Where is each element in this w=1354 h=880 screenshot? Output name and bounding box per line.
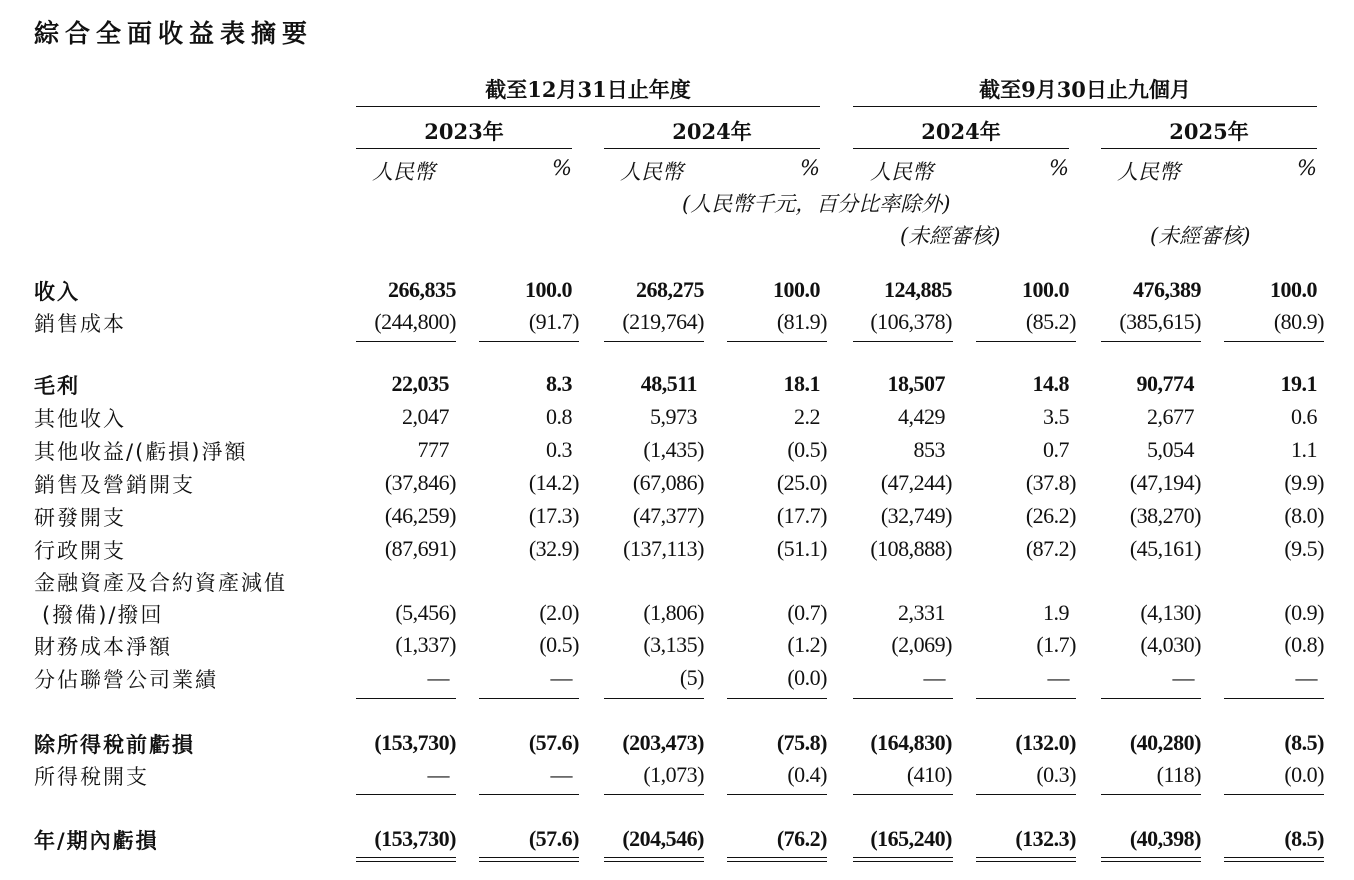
row-label: 銷售及營銷開支 xyxy=(34,473,195,497)
total-double-rule xyxy=(727,857,827,862)
row-label: 其他收益/(虧損)淨額 xyxy=(34,440,248,464)
row-label: 銷售成本 xyxy=(34,312,126,336)
table-cell: 5,973 xyxy=(650,404,697,429)
subtotal-rule xyxy=(1101,698,1201,699)
table-cell: (75.8) xyxy=(776,730,827,755)
percent-label: % xyxy=(552,156,572,180)
table-cell: (85.2) xyxy=(1025,309,1076,334)
currency-label: 人民幣 xyxy=(620,160,683,184)
percent-label: % xyxy=(800,156,820,180)
currency-label: 人民幣 xyxy=(870,160,933,184)
total-double-rule xyxy=(604,857,704,862)
subtotal-rule xyxy=(1101,794,1201,795)
year-header-2024-b-rule xyxy=(853,148,1069,149)
total-double-rule xyxy=(479,857,579,862)
table-cell: 100.0 xyxy=(525,277,572,302)
table-cell: (37,846) xyxy=(384,470,456,495)
subtotal-rule xyxy=(1224,341,1324,342)
table-cell: (4,130) xyxy=(1140,600,1201,625)
table-cell: 476,389 xyxy=(1133,277,1201,302)
table-cell: (0.3) xyxy=(1036,762,1076,787)
table-cell: (46,259) xyxy=(384,503,456,528)
table-cell: 18,507 xyxy=(887,371,945,396)
table-cell: (132.0) xyxy=(1015,730,1076,755)
table-cell: 19.1 xyxy=(1280,371,1317,396)
subtotal-rule xyxy=(853,698,953,699)
subtotal-rule xyxy=(356,341,456,342)
unaudited-note-2025: (未經審核) xyxy=(1150,224,1251,248)
total-double-rule xyxy=(1224,857,1324,862)
table-cell: (17.3) xyxy=(528,503,579,528)
subtotal-rule xyxy=(604,698,704,699)
table-cell: — xyxy=(1172,665,1194,690)
table-cell: (0.5) xyxy=(787,437,827,462)
subtotal-rule xyxy=(727,794,827,795)
table-cell: (67,086) xyxy=(632,470,704,495)
table-cell: 1.1 xyxy=(1291,437,1317,462)
table-cell: (1,435) xyxy=(643,437,704,462)
table-cell: (51.1) xyxy=(776,536,827,561)
table-cell: (32,749) xyxy=(880,503,952,528)
row-label-continued: (撥備)/撥回 xyxy=(42,603,164,627)
subtotal-rule xyxy=(604,341,704,342)
year-header-2024-b: 2024年 xyxy=(921,119,1001,144)
table-cell: — xyxy=(550,665,572,690)
table-cell: (2.0) xyxy=(539,600,579,625)
total-double-rule xyxy=(853,857,953,862)
table-cell: (1,337) xyxy=(395,632,456,657)
table-cell: 90,774 xyxy=(1136,371,1194,396)
table-cell: (1.2) xyxy=(787,632,827,657)
percent-label: % xyxy=(1297,156,1317,180)
row-label: 所得稅開支 xyxy=(34,765,149,789)
table-cell: — xyxy=(1047,665,1069,690)
subtotal-rule xyxy=(479,794,579,795)
year-header-2024-a: 2024年 xyxy=(672,119,752,144)
table-cell: (17.7) xyxy=(776,503,827,528)
table-cell: (164,830) xyxy=(870,730,952,755)
subtotal-rule xyxy=(1101,341,1201,342)
subtotal-rule xyxy=(853,341,953,342)
subtotal-rule xyxy=(976,341,1076,342)
table-cell: 48,511 xyxy=(640,371,697,396)
table-cell: (204,546) xyxy=(622,826,704,851)
table-cell: (244,800) xyxy=(374,309,456,334)
table-cell: (87,691) xyxy=(384,536,456,561)
row-label: 除所得稅前虧損 xyxy=(34,733,195,757)
table-cell: (80.9) xyxy=(1273,309,1324,334)
row-label: 毛利 xyxy=(34,374,80,398)
row-label: 研發開支 xyxy=(34,506,126,530)
table-cell: 0.8 xyxy=(546,404,572,429)
table-cell: 0.3 xyxy=(546,437,572,462)
percent-label: % xyxy=(1049,156,1069,180)
table-cell: (1.7) xyxy=(1036,632,1076,657)
table-cell: (9.5) xyxy=(1284,536,1324,561)
table-cell: (38,270) xyxy=(1129,503,1201,528)
table-cell: (47,244) xyxy=(880,470,952,495)
total-double-rule xyxy=(976,857,1076,862)
table-cell: 4,429 xyxy=(898,404,945,429)
table-cell: 1.9 xyxy=(1043,600,1069,625)
table-cell: 22,035 xyxy=(391,371,449,396)
table-cell: (47,194) xyxy=(1129,470,1201,495)
table-cell: (132.3) xyxy=(1015,826,1076,851)
table-cell: (0.7) xyxy=(787,600,827,625)
table-cell: 3.5 xyxy=(1043,404,1069,429)
row-label: 年/期內虧損 xyxy=(34,829,159,853)
page-title: 綜合全面收益表摘要 xyxy=(34,19,314,48)
table-cell: 5,054 xyxy=(1147,437,1194,462)
table-cell: (8.0) xyxy=(1284,503,1324,528)
table-cell: (1,806) xyxy=(643,600,704,625)
currency-label: 人民幣 xyxy=(1117,160,1180,184)
table-cell: (108,888) xyxy=(870,536,952,561)
subtotal-rule xyxy=(976,698,1076,699)
table-cell: (137,113) xyxy=(623,536,704,561)
table-cell: (153,730) xyxy=(374,730,456,755)
subtotal-rule xyxy=(853,794,953,795)
subtotal-rule xyxy=(356,698,456,699)
row-label: 金融資產及合約資產減值 xyxy=(34,571,287,595)
table-cell: 268,275 xyxy=(636,277,704,302)
subtotal-rule xyxy=(604,794,704,795)
table-cell: (40,398) xyxy=(1129,826,1201,851)
table-cell: (5,456) xyxy=(395,600,456,625)
subtotal-rule xyxy=(479,698,579,699)
row-label: 其他收入 xyxy=(34,407,126,431)
table-cell: (385,615) xyxy=(1119,309,1201,334)
year-header-2024-a-rule xyxy=(604,148,820,149)
table-cell: 100.0 xyxy=(1270,277,1317,302)
table-cell: (87.2) xyxy=(1025,536,1076,561)
table-cell: (4,030) xyxy=(1140,632,1201,657)
table-cell: 8.3 xyxy=(546,371,572,396)
table-cell: (57.6) xyxy=(528,730,579,755)
table-cell: (9.9) xyxy=(1284,470,1324,495)
total-double-rule xyxy=(1101,857,1201,862)
table-cell: 853 xyxy=(913,437,945,462)
table-cell: 100.0 xyxy=(1022,277,1069,302)
table-cell: (91.7) xyxy=(528,309,579,334)
table-cell: (32.9) xyxy=(528,536,579,561)
table-cell: (0.9) xyxy=(1284,600,1324,625)
period-header-year-end: 截至12月31日止年度 xyxy=(485,77,691,102)
table-cell: (47,377) xyxy=(632,503,704,528)
table-cell: (203,473) xyxy=(622,730,704,755)
table-cell: 2,677 xyxy=(1147,404,1194,429)
year-header-2025-rule xyxy=(1101,148,1317,149)
table-cell: (25.0) xyxy=(776,470,827,495)
table-cell: (118) xyxy=(1156,762,1201,787)
table-cell: (3,135) xyxy=(643,632,704,657)
table-cell: (0.0) xyxy=(1284,762,1324,787)
year-header-2023: 2023年 xyxy=(424,119,504,144)
table-cell: (0.5) xyxy=(539,632,579,657)
table-cell: — xyxy=(427,665,449,690)
table-cell: (219,764) xyxy=(622,309,704,334)
table-cell: (165,240) xyxy=(870,826,952,851)
table-cell: (57.6) xyxy=(528,826,579,851)
table-cell: — xyxy=(1295,665,1317,690)
row-label: 行政開支 xyxy=(34,539,126,563)
total-double-rule xyxy=(356,857,456,862)
table-cell: (0.4) xyxy=(787,762,827,787)
table-cell: — xyxy=(923,665,945,690)
subtotal-rule xyxy=(727,341,827,342)
table-cell: (37.8) xyxy=(1025,470,1076,495)
table-cell: (81.9) xyxy=(776,309,827,334)
table-cell: — xyxy=(550,762,572,787)
period-header-nine-months-rule xyxy=(853,106,1317,107)
table-cell: (45,161) xyxy=(1129,536,1201,561)
row-label: 分佔聯營公司業績 xyxy=(34,668,218,692)
period-header-nine-months: 截至9月30日止九個月 xyxy=(979,77,1191,102)
table-cell: 266,835 xyxy=(388,277,456,302)
table-cell: 0.7 xyxy=(1043,437,1069,462)
table-cell: (153,730) xyxy=(374,826,456,851)
subtotal-rule xyxy=(356,794,456,795)
table-cell: 777 xyxy=(417,437,449,462)
unaudited-note-2024: (未經審核) xyxy=(900,224,1001,248)
table-cell: (14.2) xyxy=(528,470,579,495)
year-header-2023-rule xyxy=(356,148,572,149)
table-cell: (0.8) xyxy=(1284,632,1324,657)
units-note: (人民幣千元，百分比率除外) xyxy=(682,192,951,216)
table-cell: (26.2) xyxy=(1025,503,1076,528)
table-cell: (40,280) xyxy=(1129,730,1201,755)
row-label: 財務成本淨額 xyxy=(34,635,172,659)
table-cell: (1,073) xyxy=(643,762,704,787)
table-cell: 14.8 xyxy=(1032,371,1069,396)
table-cell: 2,047 xyxy=(402,404,449,429)
table-cell: 18.1 xyxy=(783,371,820,396)
subtotal-rule xyxy=(1224,794,1324,795)
subtotal-rule xyxy=(479,341,579,342)
table-cell: (0.0) xyxy=(787,665,827,690)
table-cell: 2.2 xyxy=(794,404,820,429)
table-cell: 100.0 xyxy=(773,277,820,302)
subtotal-rule xyxy=(976,794,1076,795)
currency-label: 人民幣 xyxy=(372,160,435,184)
table-cell: (5) xyxy=(679,665,704,690)
table-cell: 0.6 xyxy=(1291,404,1317,429)
table-cell: (8.5) xyxy=(1284,826,1324,851)
table-cell: 2,331 xyxy=(898,600,945,625)
table-cell: — xyxy=(427,762,449,787)
table-cell: (76.2) xyxy=(776,826,827,851)
table-cell: (2,069) xyxy=(891,632,952,657)
table-cell: (106,378) xyxy=(870,309,952,334)
subtotal-rule xyxy=(727,698,827,699)
year-header-2025: 2025年 xyxy=(1169,119,1249,144)
table-cell: 124,885 xyxy=(884,277,952,302)
table-cell: (8.5) xyxy=(1284,730,1324,755)
subtotal-rule xyxy=(1224,698,1324,699)
row-label: 收入 xyxy=(34,280,80,304)
period-header-year-end-rule xyxy=(356,106,820,107)
table-cell: (410) xyxy=(906,762,952,787)
